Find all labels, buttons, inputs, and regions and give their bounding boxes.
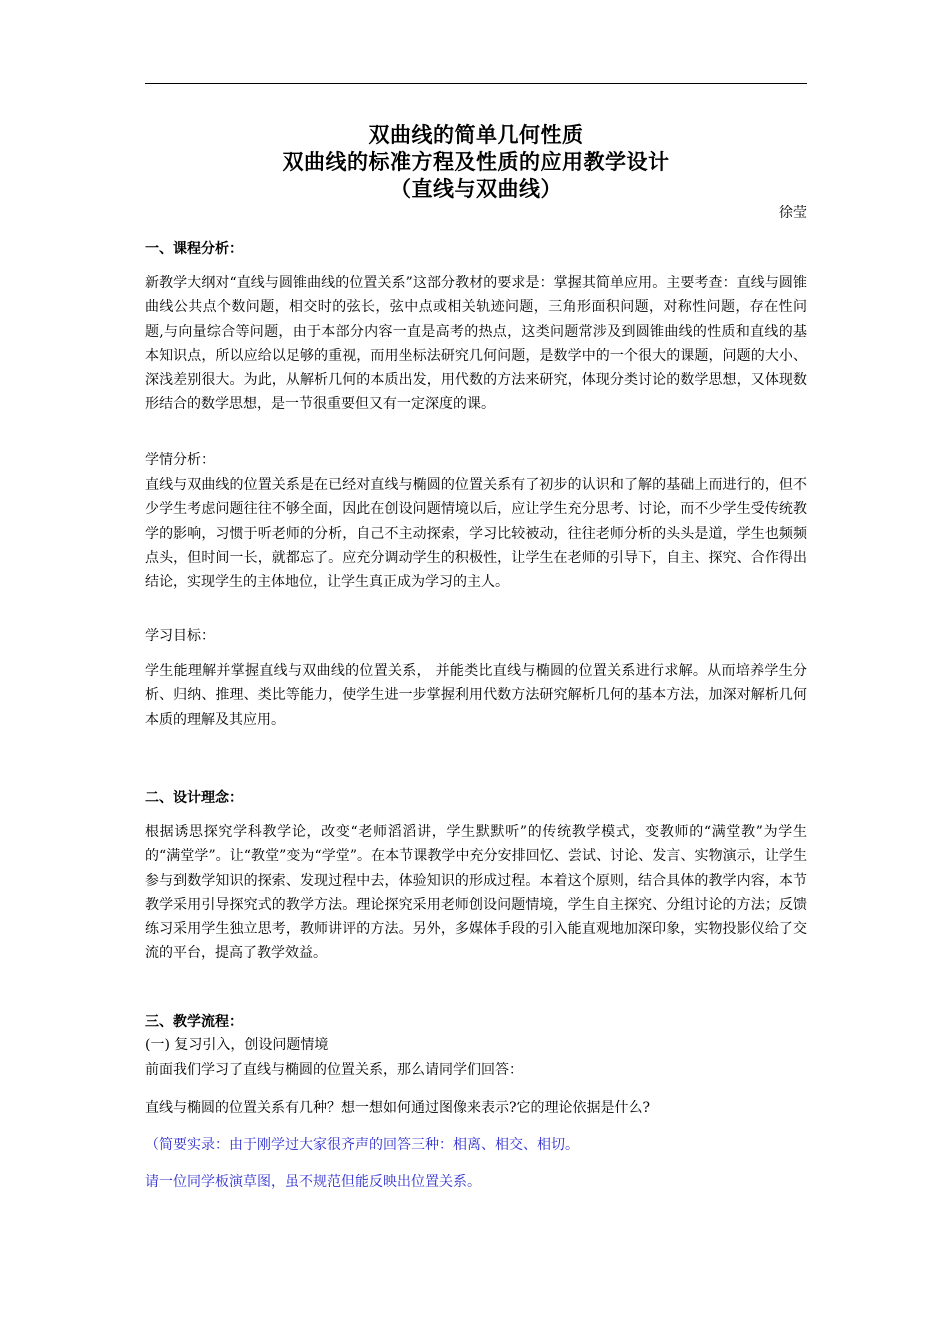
heading-teaching-process: 三、教学流程： [145, 1014, 243, 1030]
intro-text: 前面我们学习了直线与椭圆的位置关系，那么请同学们回答： [145, 1062, 523, 1078]
question-text: 直线与椭圆的位置关系有几种？想一想如何通过图像来表示?它的理论依据是什么? [145, 1100, 651, 1116]
record-text-2: 请一位同学板演草图，虽不规范但能反映出位置关系。 [145, 1174, 481, 1190]
heading-design-concept: 二、设计理念： [145, 790, 243, 806]
title-line-1: 双曲线的简单几何性质 [368, 123, 584, 147]
title-line-2: 双曲线的标准方程及性质的应用教学设计 [282, 150, 670, 174]
document-title [145, 122, 807, 203]
paragraph-design-concept: 根据诱思探究学科教学论，改变“老师滔滔讲，学生默默听”的传统教学模式，变教师的“满堂教”为学生的“满堂学”。让“教堂”变为“学堂”。在本节课教学中充分安排回忆、尝试、讨论、发言、实物演示，让学生参与到数学知识的探索、发现过程中去，体验知识的形成过程。本着这个原则，结合具体的教学内容，本节教学采用引导探究式的教学方法。理论探究采用老师创设问题情境，学生自主探究、分组讨论的方法；反馈练习采用学生独立思考，教师讲评的方法。另外，多媒体手段的引入能直观地加深印象，实物投影仪给了交流的平台，提高了教学效益。 [145, 824, 807, 962]
label-learning-goals: 学习目标： [145, 628, 215, 644]
paragraph-student-analysis: 直线与双曲线的位置关系是在已经对直线与椭圆的位置关系有了初步的认识和了解的基础上而进行的，但不少学生考虑问题往往不够全面，因此在创设问题情境以后，应让学生充分思考、讨论，而不少学生受传统教学的影响，习惯于听老师的分析，自己不主动探索，学习比较被动，往往老师分析的头头是道，学生也频频点头，但时间一长，就都忘了。应充分调动学生的积极性，让学生在老师的引导下，自主、探究、合作得出结论，实现学生的主体地位，让学生真正成为学习的主人。 [145, 477, 807, 591]
header-rule [145, 83, 807, 84]
record-text-1: （简要实录：由于刚学过大家很齐声的回答三种：相离、相交、相切。 [145, 1137, 579, 1153]
paragraph-learning-goals: 学生能理解并掌握直线与双曲线的位置关系， 并能类比直线与椭圆的位置关系进行求解。从而培养学生分析、归纳、推理、类比等能力，使学生进一步掌握利用代数方法研究解析几何的基本方法，加深对解析几何本质的理解及其应用。 [145, 663, 807, 728]
heading-course-analysis: 一、课程分析： [145, 241, 243, 257]
label-student-analysis: 学情分析： [145, 452, 215, 468]
paragraph-course-analysis: 新教学大纲对“直线与圆锥曲线的位置关系”这部分教材的要求是：掌握其简单应用。主要考查：直线与圆锥曲线公共点个数问题，相交时的弦长，弦中点或相关轨迹问题，三角形面积问题，对称性问题，存在性问题,与向量综合等问题，由于本部分内容一直是高考的热点，这类问题常涉及到圆锥曲线的性质和直线的基本知识点，所以应给以足够的重视，而用坐标法研究几何问题，是数学中的一个很大的课题，问题的大小、深浅差别很大。为此，从解析几何的本质出发，用代数的方法来研究，体现分类讨论的数学思想，又体现数形结合的数学思想，是一节很重要但又有一定深度的课。 [145, 275, 807, 413]
title-line-3: （直线与双曲线） [390, 177, 562, 201]
author-name: 徐莹 [779, 205, 807, 221]
step-1-title: (一) 复习引入，创设问题情境 [145, 1037, 329, 1053]
